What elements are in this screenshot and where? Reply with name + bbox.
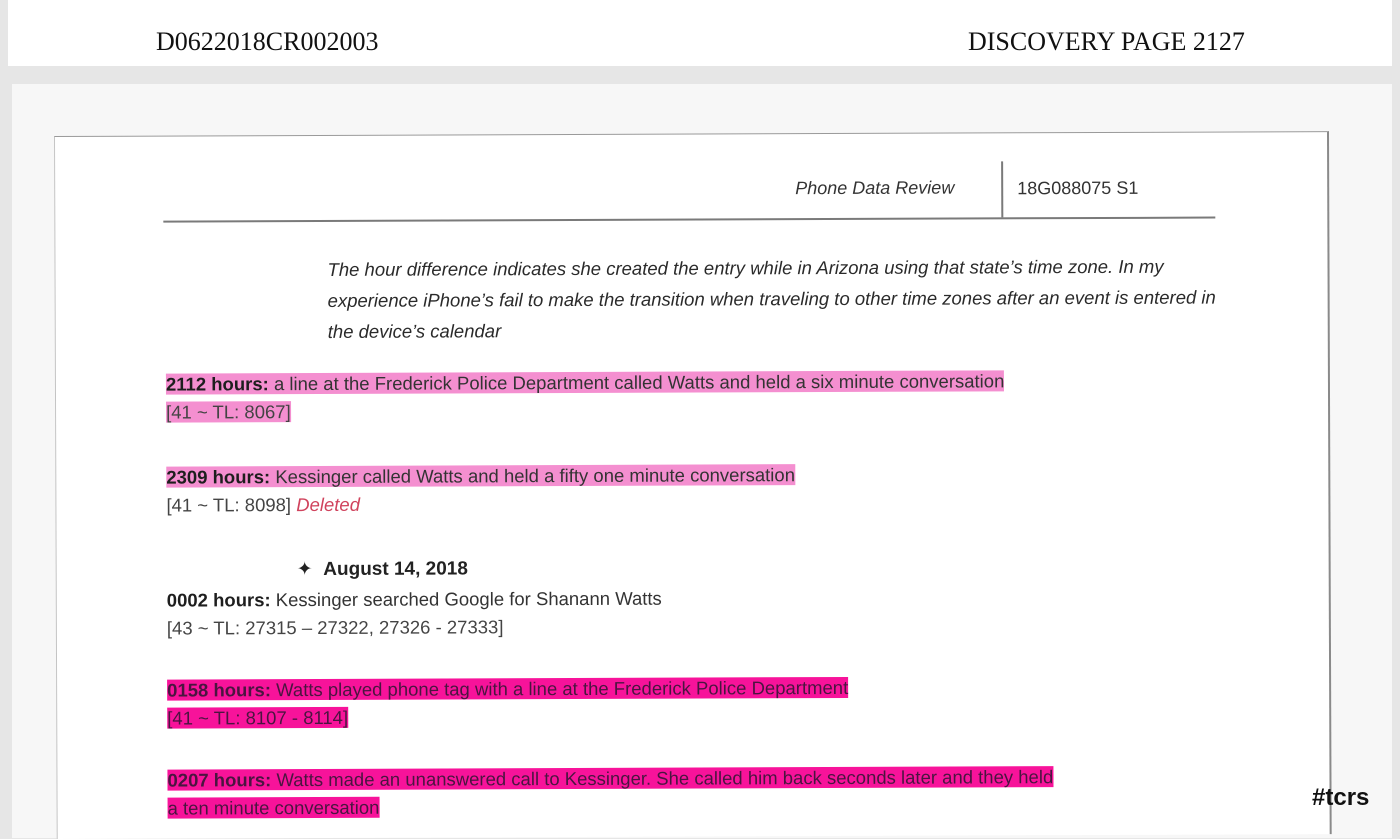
entry-reference: [41 ~ TL: 8067]: [166, 401, 291, 423]
date-label: August 14, 2018: [323, 558, 468, 580]
entry-reference: [41 ~ TL: 8098]: [166, 494, 292, 516]
entry-text-continued: a ten minute conversation: [167, 796, 380, 819]
log-entry-0158: [167, 674, 848, 733]
entry-reference: [41 ~ TL: 8107 - 8114]: [167, 706, 349, 729]
document-id: D0622018CR002003: [156, 27, 379, 56]
scanned-document-page: [54, 131, 1332, 839]
header-separator: [1001, 161, 1003, 217]
entry-time: 2309 hours:: [166, 466, 271, 488]
entry-text: Watts made an unanswered call to Kessinger. She called him back seconds later and they held: [271, 766, 1054, 791]
log-entry-0207: [167, 763, 1053, 822]
entry-time: 2112 hours:: [165, 373, 269, 395]
deleted-status: Deleted: [296, 493, 361, 516]
log-entry-2309: [166, 461, 795, 519]
case-number: 18G088075 S1: [1017, 177, 1139, 199]
entry-time: 0158 hours:: [167, 679, 272, 701]
header-rule: [163, 217, 1215, 223]
entry-time: 0002 hours:: [166, 589, 271, 611]
entry-text: Kessinger searched Google for Shanann Watts: [270, 587, 662, 611]
entry-text: a line at the Frederick Police Department called Watts and held a six minute conversation: [268, 370, 1005, 395]
bullet-icon: ✦: [296, 559, 313, 581]
top-header-bar: [8, 0, 1392, 66]
entry-time: 0207 hours:: [167, 769, 272, 791]
watermark-tag: #tcrs: [1312, 784, 1370, 811]
entry-reference: [43 ~ TL: 27315 – 27322, 27326 - 27333]: [166, 616, 504, 639]
entry-text: Watts played phone tag with a line at the Frederick Police Department: [270, 676, 849, 701]
log-entry-0002: [167, 585, 662, 643]
discovery-page-label: DISCOVERY PAGE 2127: [968, 27, 1245, 56]
entry-text: Kessinger called Watts and held a fifty one minute conversation: [270, 464, 796, 488]
date-heading: [297, 557, 468, 581]
log-entry-2112: [166, 367, 1005, 426]
report-title: Phone Data Review: [795, 177, 955, 199]
italic-note: The hour difference indicates she created the entry while in Arizona using that state’s time zone. In my experience iPhone’s fail to make the transition when traveling to other time zones after an event is entered in the device’s calendar: [327, 255, 1216, 342]
